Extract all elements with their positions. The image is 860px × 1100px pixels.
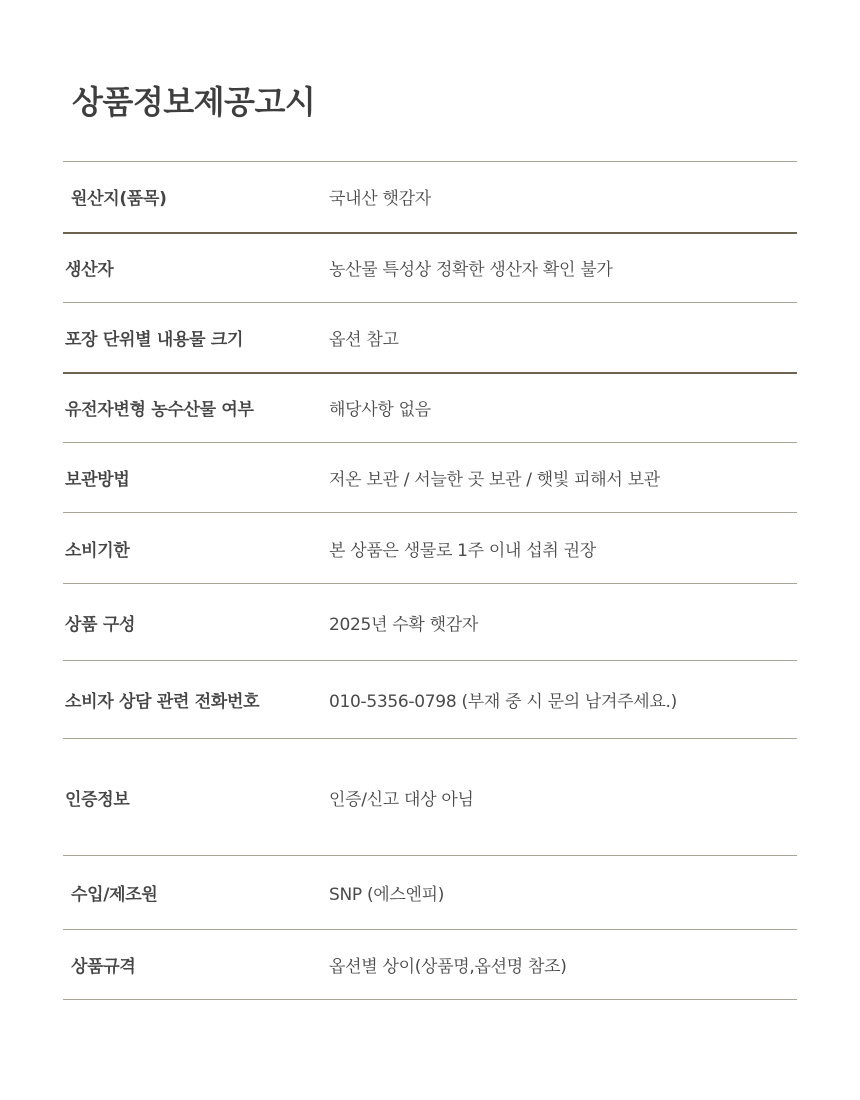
row-label: 소비기한 (65, 540, 130, 561)
row-value: 옵션 참고 (329, 329, 399, 350)
table-row (63, 513, 797, 584)
table-row (63, 233, 797, 303)
row-label: 보관방법 (65, 470, 130, 490)
row-value: 인증/신고 대상 아님 (329, 789, 474, 810)
row-value: 옵션별 상이(상품명,옵션명 참조) (329, 957, 567, 977)
row-label: 수입/제조원 (71, 885, 158, 905)
row-label: 상품 구성 (65, 614, 136, 635)
row-value: 해당사항 없음 (329, 400, 431, 421)
table-row (63, 303, 797, 373)
table-row (63, 739, 797, 856)
table-row (63, 162, 797, 233)
table-row (63, 584, 797, 661)
row-value: SNP (에스엔피) (329, 885, 445, 905)
table-row (63, 856, 797, 930)
row-label: 포장 단위별 내용물 크기 (65, 329, 244, 350)
row-value: 본 상품은 생물로 1주 이내 섭취 권장 (329, 540, 596, 561)
row-label: 생산자 (65, 260, 114, 281)
product-info-table (63, 161, 797, 1000)
row-label: 상품규격 (71, 957, 136, 977)
row-value: 농산물 특성상 정확한 생산자 확인 불가 (329, 260, 613, 281)
table-row (63, 373, 797, 443)
row-value: 국내산 햇감자 (329, 189, 431, 210)
row-value: 010-5356-0798 (부재 중 시 문의 남겨주세요.) (329, 692, 677, 712)
row-label: 소비자 상담 관련 전화번호 (65, 692, 260, 712)
row-value: 저온 보관 / 서늘한 곳 보관 / 햇빛 피해서 보관 (329, 470, 660, 490)
row-label: 인증정보 (65, 789, 130, 810)
page-title: 상품정보제공고시 (72, 83, 316, 121)
row-value: 2025년 수확 햇감자 (329, 614, 479, 635)
table-row (63, 661, 797, 739)
table-row (63, 443, 797, 513)
row-label: 유전자변형 농수산물 여부 (65, 400, 254, 421)
row-label: 원산지(품목) (71, 189, 167, 210)
table-row (63, 930, 797, 1000)
